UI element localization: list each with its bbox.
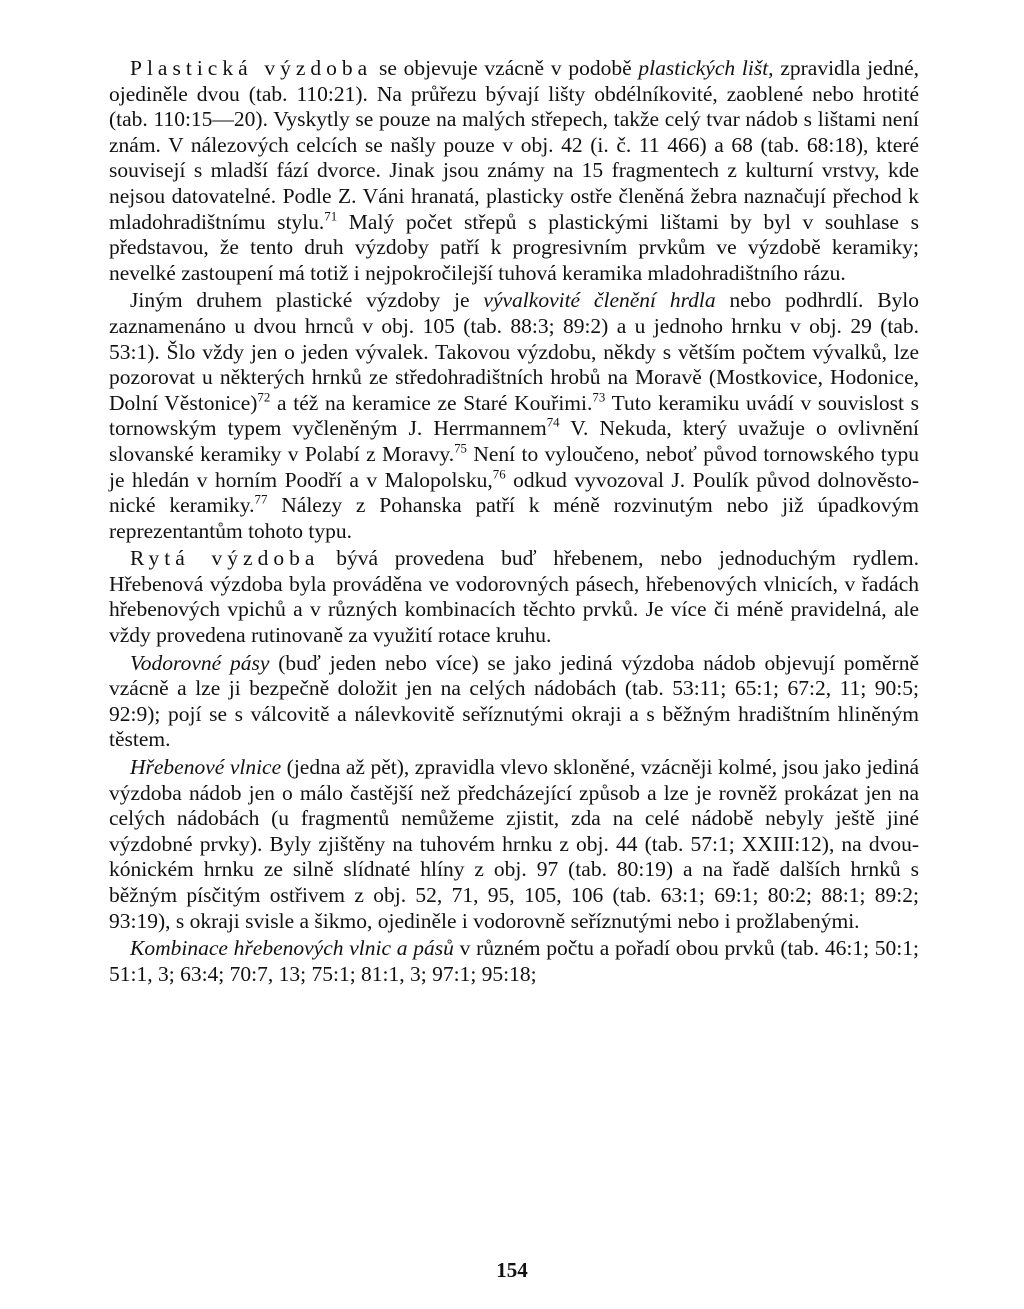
text-run: Nálezy z Pohanska patří k méně rozvinutým nebo již úpadkovým reprezentantům tohoto typu. bbox=[109, 493, 919, 543]
text-run: zpravidla jedné, ojediněle dvou (tab. 110:21). Na průřezu bývají lišty obdélníkovité, zaoblené nebo hrotité (tab. 110:15—20). Vyskytly se pouze na malých střepech, takže celý tvar nádob s lištami není znám. V nálezových celcích se našly pouze v obj. 42 (i. č. 11 466) a 68 (tab. 68:18), které souvisejí s mladší fází dvorce. Jinak jsou známy na 15 fragmentech z kulturní vrstvy, kde nejsou datovatelné. Podle Z. Váni hranatá, plasticky ostře členěná žebra naznačují přechod k mladohradištnímu stylu. bbox=[109, 56, 919, 234]
footnote-ref: 77 bbox=[254, 492, 268, 507]
text-run: se objevuje vzácně v podobě bbox=[372, 56, 639, 80]
text-run: V. Nekuda, který uvažuje o ovlivnění slovanské keramiky v Polabí z Moravy. bbox=[109, 416, 919, 466]
text-run: Malý počet střepů s plastickými lištami by byl v souhlase s představou, že tento druh výzdoby patří k progresivním prvkům ve výzdobě keramiky; nevelké zastoupení má totiž i nejpokročilejší tuhová keramika mladohradištního rázu. bbox=[109, 209, 919, 285]
italic-term: plastických lišt, bbox=[638, 56, 774, 80]
page-number: 154 bbox=[496, 1258, 528, 1282]
text-run: odkud vyvozoval J. Poulík původ dolnověstonické keramiky. bbox=[109, 467, 920, 518]
italic-term: vývalkovité členění hrdla bbox=[483, 288, 716, 313]
paragraph-hrebenove-vlnice bbox=[109, 755, 919, 934]
footnote-ref: 74 bbox=[546, 415, 560, 430]
text-run: (buď jeden nebo více) se jako jediná výzdoba nádob objevují poměrně vzácně a lze ji bezpečně doložit jen na celých nádobách (tab. 53:11; 65:1; 67:2, 11; 90:5; 92:9); pojí se s válcovitě a nálevkovitě seříznutými okraji a s běžným hradištním hliněným těstem. bbox=[109, 650, 919, 752]
section-heading-spaced: Rytá výzdoba bbox=[130, 546, 320, 571]
footnote-ref: 71 bbox=[324, 209, 338, 224]
footnote-ref: 73 bbox=[592, 390, 606, 405]
paragraph-vodorovne-pasy bbox=[109, 651, 919, 753]
text-run: a též na keramice ze Staré Kouřimi. bbox=[270, 390, 593, 415]
text-run: Jiným druhem plastické výzdoby je bbox=[130, 288, 484, 313]
text-run: v různém počtu a pořadí obou prvků (tab. 46:1; 50:1; 51:1, 3; 63:4; 70:7, 13; 75:1; 81:1, 3; 97:1; 95:18; bbox=[109, 936, 919, 986]
footnote-ref: 72 bbox=[257, 390, 271, 405]
paragraph-vyvalkovite-cleneni bbox=[109, 288, 919, 544]
text-run: (jedna až pět), zpravidla vlevo skloněné, vzácněji kolmé, jsou jako jediná výzdoba nádob jen o málo častější než předcházející způsob a lze je rovněž prokázat jen na celých nádobách (u fragmentů nemůžeme zjistit, zda na celé nádobě nebyly ještě jiné výzdobné prvky). Byly zjištěny na tuhovém hrnku z obj. 44 (tab. 57:1; XXIII:12), na dvoukónickém hrnku ze silně slídnaté hlíny z obj. 97 (tab. 80:19) a na řadě dalších hrnků s běžným písčitým ostřivem z obj. 52, 71, 95, 105, 106 (tab. 63:1; 69:1; 80:2; 88:1; 89:2; 93:19), s okraji svisle a šikmo, ojediněle i vodorovně seříznutými nebo i prožlabenými. bbox=[109, 755, 920, 933]
footnote-ref: 75 bbox=[454, 441, 467, 456]
text-run: Není to vyloučeno, neboť původ tornowského typu je hledán v horním Poodří a v Malopolsku, bbox=[109, 441, 919, 492]
italic-term: Hřebenové vlnice bbox=[130, 755, 282, 780]
text-run: nebo podhrdlí. Bylo zaznamenáno u dvou hrnců v obj. 105 (tab. 88:3; 89:2) a u jednoho hrnku v obj. 29 (tab. 53:1). Šlo vždy jen o jeden vývalek. Takovou výzdobu, někdy s větším počtem vývalků, lze pozorovat u některých hrnků ze středohradištních hrobů na Moravě (Mostkovice, Hodonice, Dolní Věstonice) bbox=[109, 288, 920, 415]
page-body bbox=[109, 56, 919, 989]
italic-term: Kombinace hřebenových vlnic a pásů bbox=[130, 936, 454, 961]
italic-term: Vodorovné pásy bbox=[130, 650, 270, 675]
footnote-ref: 76 bbox=[492, 467, 506, 482]
section-heading-spaced: Plastická výzdoba bbox=[130, 56, 373, 80]
paragraph-kombinace bbox=[109, 936, 919, 987]
paragraph-ryta-vyzdoba bbox=[109, 546, 919, 648]
paragraph-plasticka-vyzdoba bbox=[109, 56, 919, 286]
text-run: bývá provedena buď hřebenem, nebo jednoduchým rydlem. Hřebenová výzdoba byla prováděna ve vodorovných pásech, hřebenových vlnicích, v řadách hřebenových vpichů a v různých kombinacích těchto prvků. Je více či méně pravidelná, ale vždy provedena rutinovaně za využití rotace kruhu. bbox=[109, 546, 919, 648]
text-run: Tuto keramiku uvádí v souvislost s tornowským typem vyčleněným J. Herrmannem bbox=[109, 390, 920, 441]
